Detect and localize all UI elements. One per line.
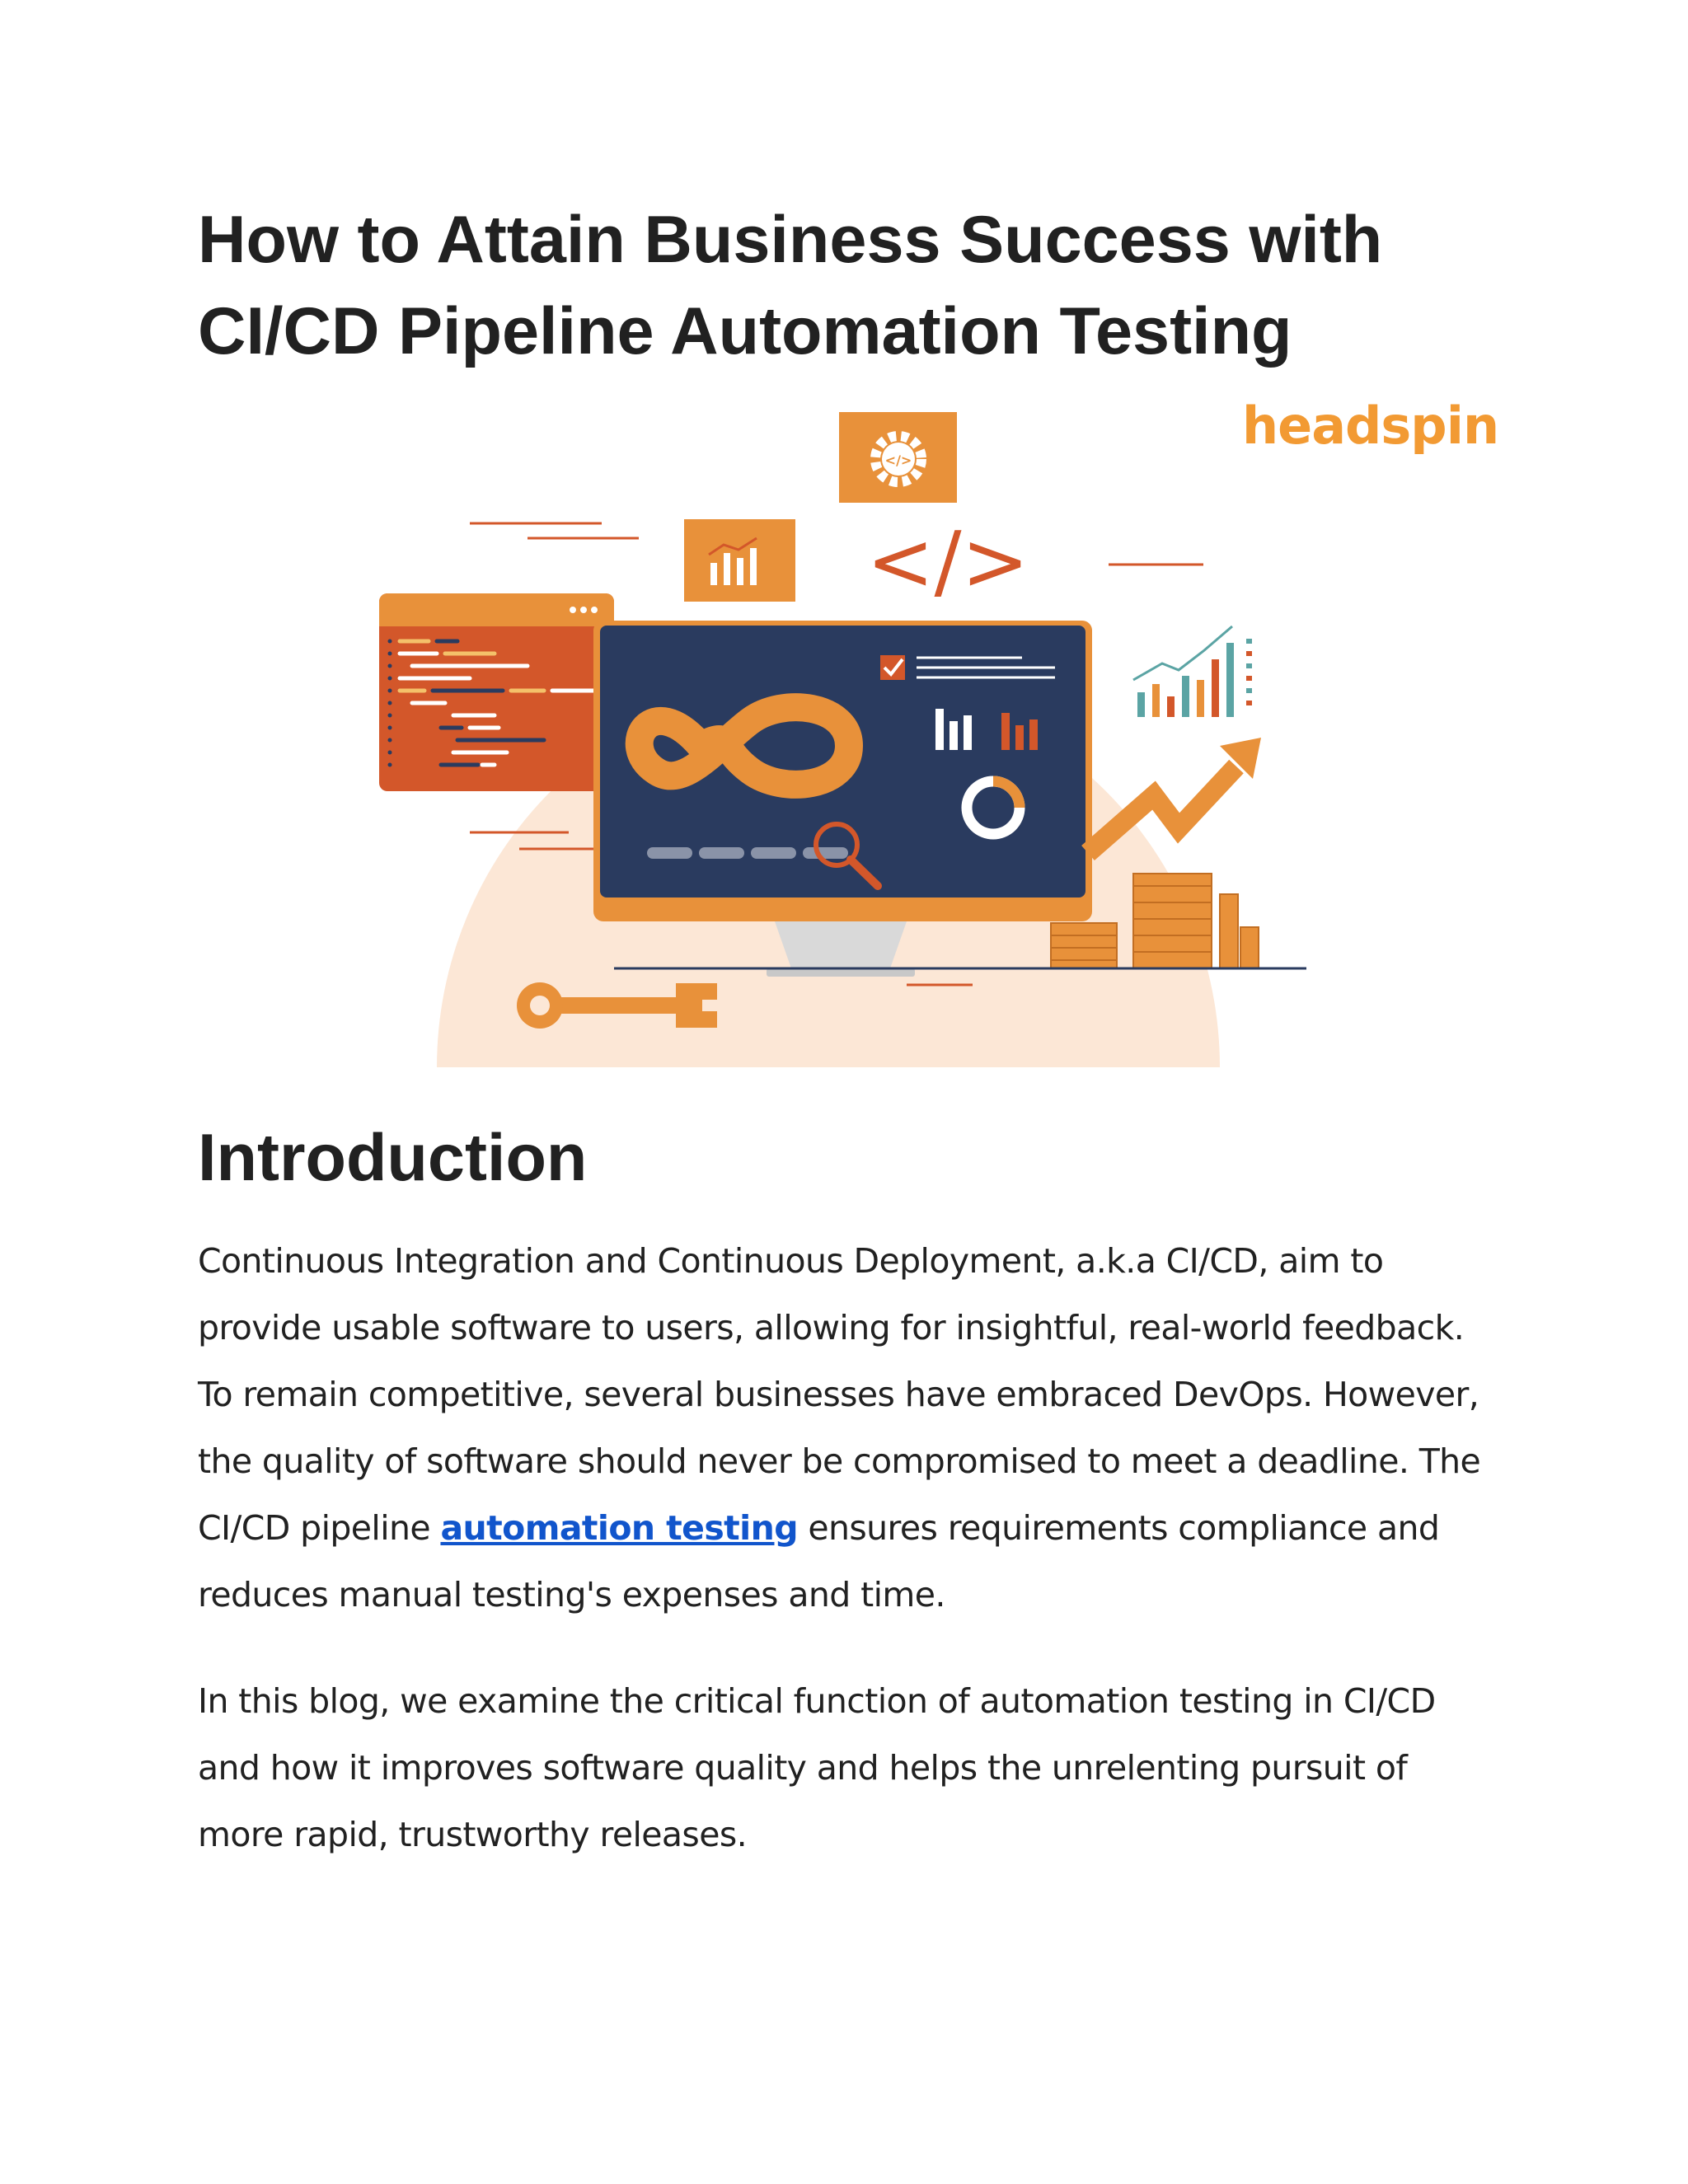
svg-text:</>: </> xyxy=(884,452,912,468)
gear-icon xyxy=(839,412,957,503)
growth-chart-icon xyxy=(1133,626,1252,717)
bar-chart-icon xyxy=(684,519,795,602)
hero-illustration xyxy=(363,391,1475,1067)
code-brackets-icon: </> xyxy=(866,515,1029,609)
automation-testing-link[interactable]: automation testing xyxy=(440,1508,798,1548)
intro-paragraph-2: In this blog, we examine the critical function of automation testing in CI/CD and how it improves software quality and helps the unrelenting pursuit of more rapid, trustworthy releases. xyxy=(198,1681,1436,1854)
code-window xyxy=(379,593,614,791)
intro-paragraph-1-text-end: ensures requirements compliance and reduces manual testing's expenses and time. xyxy=(198,1508,1440,1615)
intro-paragraph-1 xyxy=(198,1228,1484,1629)
section-heading-introduction: Introduction xyxy=(198,1121,588,1195)
article-title: How to Attain Business Success with CI/CD Pipeline Automation Testing xyxy=(198,203,1383,368)
intro-paragraph-1-text-start: Continuous Integration and Continuous Deployment, a.k.a CI/CD, aim to provide usable software to users, allowing for insightful, real-world feedback. To remain competitive, several businesses have embraced DevOps. However, the quality of software should never be compromised to meet a deadline. The CI/CD pipeline xyxy=(198,1241,1481,1548)
headspin-logo: headspin xyxy=(1242,396,1499,456)
